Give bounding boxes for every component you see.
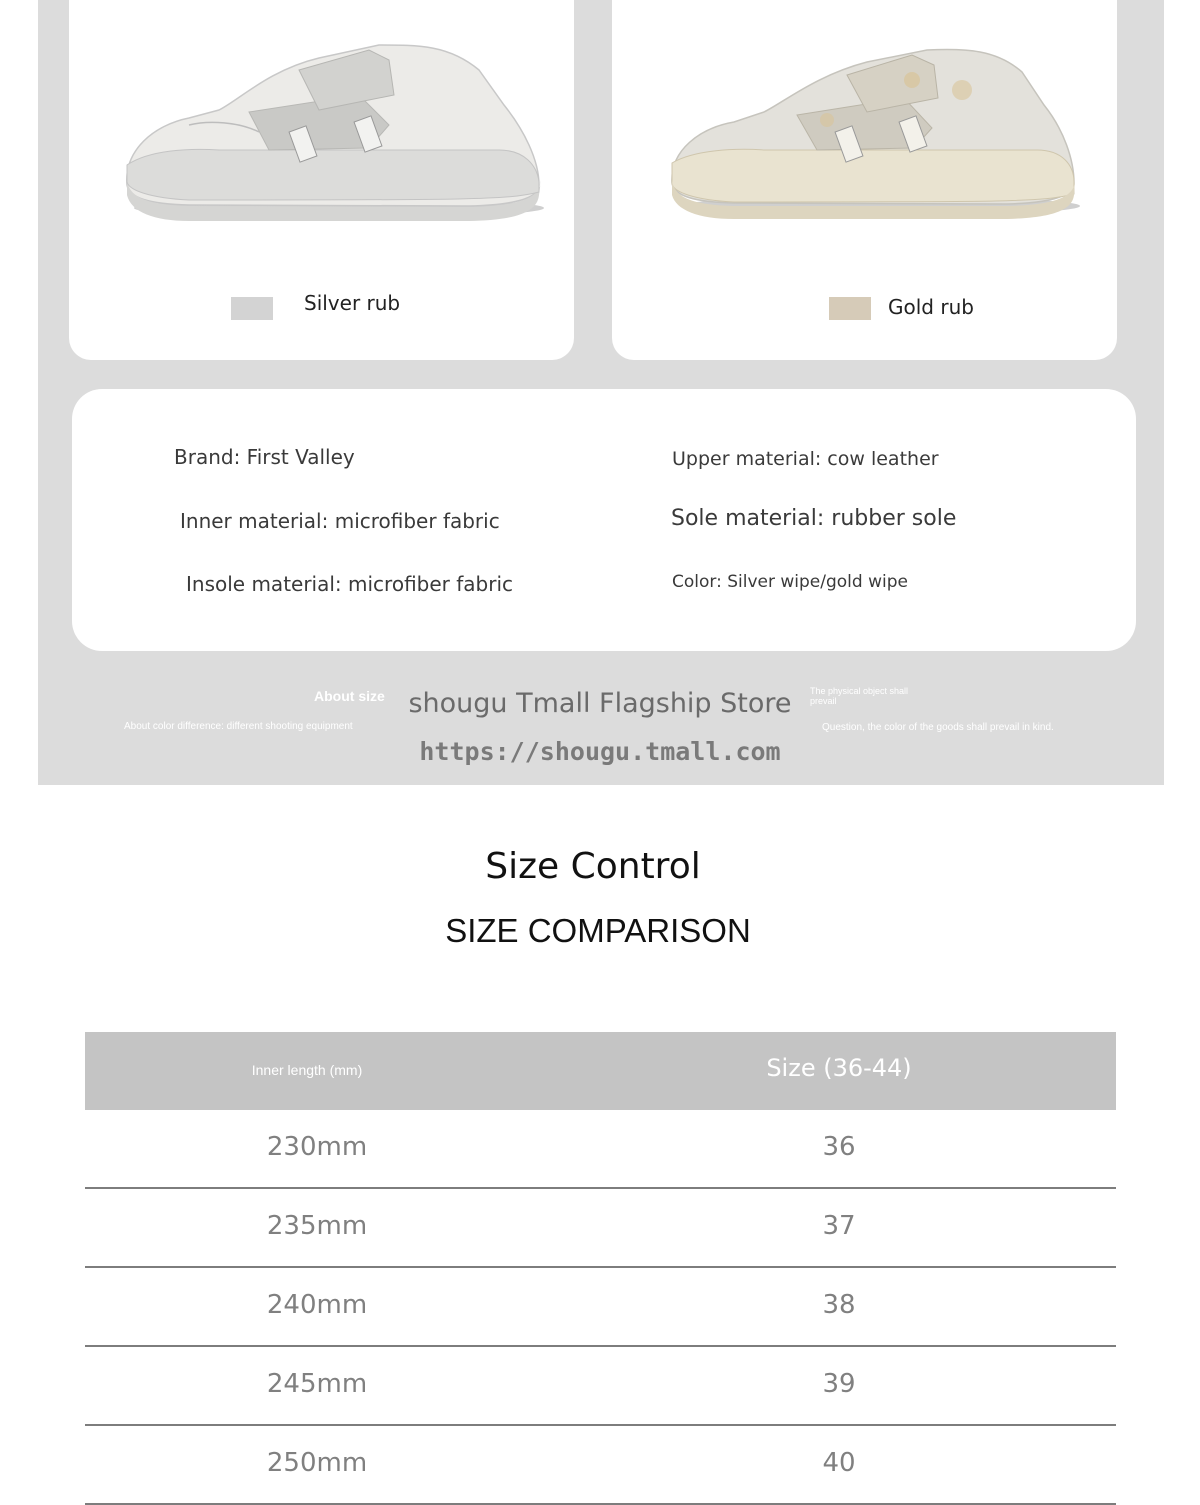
silver-variant-label: Silver rub [304,291,401,315]
inner-length-cell: 230mm [266,1132,368,1162]
table-row [85,1110,1116,1189]
color-difference-note: About color difference: different shooting equipment [124,721,353,732]
spec-brand: Brand: First Valley [174,445,355,469]
table-row [85,1347,1116,1426]
spec-insole-material: Insole material: microfiber fabric [186,572,514,596]
size-cell: 39 [822,1369,856,1399]
size-section-title: Size Control [485,846,701,887]
spec-upper-material: Upper material: cow leather [672,448,939,470]
table-row [85,1426,1116,1505]
header-inner-length: Inner length (mm) [251,1062,363,1078]
store-url-watermark: https://shougu.tmall.com [419,737,781,766]
inner-length-cell: 250mm [266,1448,368,1478]
header-size: Size (36-44) [766,1054,912,1082]
size-table-header [85,1032,1116,1110]
size-cell: 40 [822,1448,856,1478]
spec-card [72,389,1136,651]
size-cell: 38 [822,1290,856,1320]
spec-sole-material: Sole material: rubber sole [671,506,957,531]
silver-shoe-image [69,0,574,250]
store-watermark: shougu Tmall Flagship Store [408,688,792,719]
size-section-subtitle: SIZE COMPARISON [445,912,751,949]
inner-length-cell: 240mm [266,1290,368,1320]
size-table [85,1032,1116,1505]
size-cell: 36 [822,1132,856,1162]
spec-inner-material: Inner material: microfiber fabric [180,509,500,533]
spec-color: Color: Silver wipe/gold wipe [672,572,908,592]
inner-length-cell: 235mm [266,1211,368,1241]
gold-swatch [829,297,871,320]
color-question-note: Question, the color of the goods shall prevail in kind. [822,722,1054,733]
gold-shoe-image [612,0,1117,250]
size-table-body [85,1110,1116,1505]
table-row [85,1268,1116,1347]
table-row [85,1189,1116,1268]
variant-card-gold[interactable] [612,0,1117,360]
gold-variant-label: Gold rub [888,295,974,319]
variant-card-silver[interactable] [69,0,574,360]
about-size-note: About size [314,688,385,704]
silver-swatch [231,297,273,320]
physical-object-note: The physical object shall prevail [810,686,909,706]
size-cell: 37 [822,1211,856,1241]
inner-length-cell: 245mm [266,1369,368,1399]
